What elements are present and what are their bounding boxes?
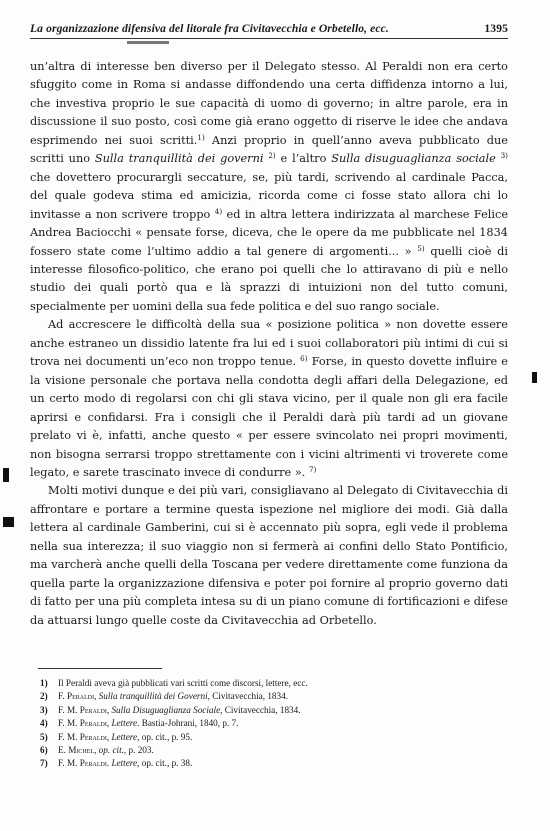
footnote-ref-3: 3) xyxy=(500,151,508,161)
footnote: 3) F. M. Peraldi, Sulla Disuguaglianza Sociale, Civitavecchia, 1834. xyxy=(40,704,301,715)
body-text xyxy=(30,58,508,630)
footnote-ref-2: 2) xyxy=(268,151,276,161)
margin-mark-left xyxy=(3,517,14,527)
footnote: 5) F. M. Peraldi, Lettere, op. cit., p. 95. xyxy=(40,731,193,742)
footnote: 4) F. M. Peraldi, Lettere. Bastia-Johrani, 1840, p. 7. xyxy=(40,718,239,729)
paragraph-2: Ad accrescere le difficoltà della sua « posizione politica » non dovette essere anche estraneo un dissidio latente fra lui ed i suoi collaboratori più intimi di cui si trova nei documenti un’eco non troppo tenue. $^{6)}$ Forse, in questo dovette influire e la visione personale che portava nella condotta degli affari della Delegazione, ed un certo modo di regolarsi con chi gli stava vicino, per il quale non gli era facile aprirsi e confidarsi. Fra i consigli che il Peraldi darà più tardi ad un giovane prelato vi è, infatti, anche questo « per essere svincolato nei propri movimenti, non bisogna serrarsi troppo strettamente con i vicini altrimenti vi troverete come legato, e sarete trascinato invece di condurre ». $^{7)}$ xyxy=(30,318,508,479)
footnote-rule xyxy=(38,668,162,669)
page-number: 1395 xyxy=(484,22,508,35)
footnote-ref-7: 7) xyxy=(308,464,317,474)
work-title: Sulla disuguaglianza sociale xyxy=(331,152,496,166)
footnotes xyxy=(40,677,480,771)
paragraph-3: Molti motivi dunque e dei più vari, consigliavano al Delegato di Civitavecchia di affrontare e portare a termine questa ispezione nel migliore dei modi. Già dalla lettera al cardinale Gamberini, cui si è accennato più sopra, egli vede il problema nella sua interezza; il suo viaggio non si fermerà ai confini dello Stato Pontificio, ma varcherà anche quelli della Toscana per vedere direttamente come funziona da quella parte la organizzazione difensiva e poter poi fornire al proprio governo dati di fatto per una più completa intesa su di un piano comune di fortificazioni e difese da attuarsi lungo quelle coste da Civitavecchia ad Orbetello. xyxy=(30,484,508,627)
running-title: La organizzazione difensiva del litorale fra Civitavecchia e Orbetello, ecc. xyxy=(30,22,389,35)
margin-mark-right xyxy=(532,372,537,383)
footnote-ref-1: 1) xyxy=(197,132,205,142)
margin-mark-left xyxy=(3,468,9,482)
footnote: 2) F. Peraldi, Sulla tranquillità dei Governi, Civitavecchia, 1834. xyxy=(40,691,289,702)
running-header xyxy=(30,22,508,35)
header-rule xyxy=(30,38,508,39)
print-smudge xyxy=(127,41,169,44)
footnote-ref-6: 6) xyxy=(300,354,308,364)
footnote: 1) Il Peraldi aveva già pubblicati vari scritti come discorsi, lettere, ecc. xyxy=(40,678,308,688)
footnote: 7) F. M. Peraldi. Lettere, op. cit., p. 38. xyxy=(40,758,193,769)
work-title: Sulla tranquillità dei governi xyxy=(94,152,264,166)
footnote-ref-4: 4) xyxy=(214,206,223,216)
paragraph-1: un’altra di interesse ben diverso per il Delegato stesso. Al Peraldi non era certo sfuggito come in Roma si andasse diffondendo una certa diffidenza intorno a lui, che investiva proprio le sue capacità di uomo di governo; in altre parole, era in discussione il suo posto, così come già erano oggetto di riserve le idee che andava esprimendo nei suoi scritti.$^{1)}$ Anzi proprio in quell’anno aveva pubblicato due scritti uno Sulla tranquillità dei governi $^{2)}$ e l’altro Sulla disuguaglianza sociale $^{3)}$ che dovettero procurargli seccature, se, più tardi, scrivendo al cardinale Pacca, del quale godeva stima ed amicizia, ricorda come ci fosse stato allora chi lo invitasse a non scrivere troppo $^{4)}$ ed in altra lettera indirizzata al marchese Felice Andrea Baciocchi « pensate forse, diceva, che le opere da me pubblicate nel 1834 fossero state come l’ultimo addio a tal genere di argomenti... » $^{5)}$ quelli cioè di interesse filosofico-politico, che erano poi quelli che lo attiravano di più e nello studio dei quali portò qua e là sprazzi di intuizioni non del tutto comuni, specialmente per uomini della sua fede politica e del suo rango sociale. xyxy=(30,60,509,313)
footnote: 6) E. Michel, op. cit., p. 203. xyxy=(40,745,154,756)
footnote-ref-5: 5) xyxy=(417,243,425,253)
